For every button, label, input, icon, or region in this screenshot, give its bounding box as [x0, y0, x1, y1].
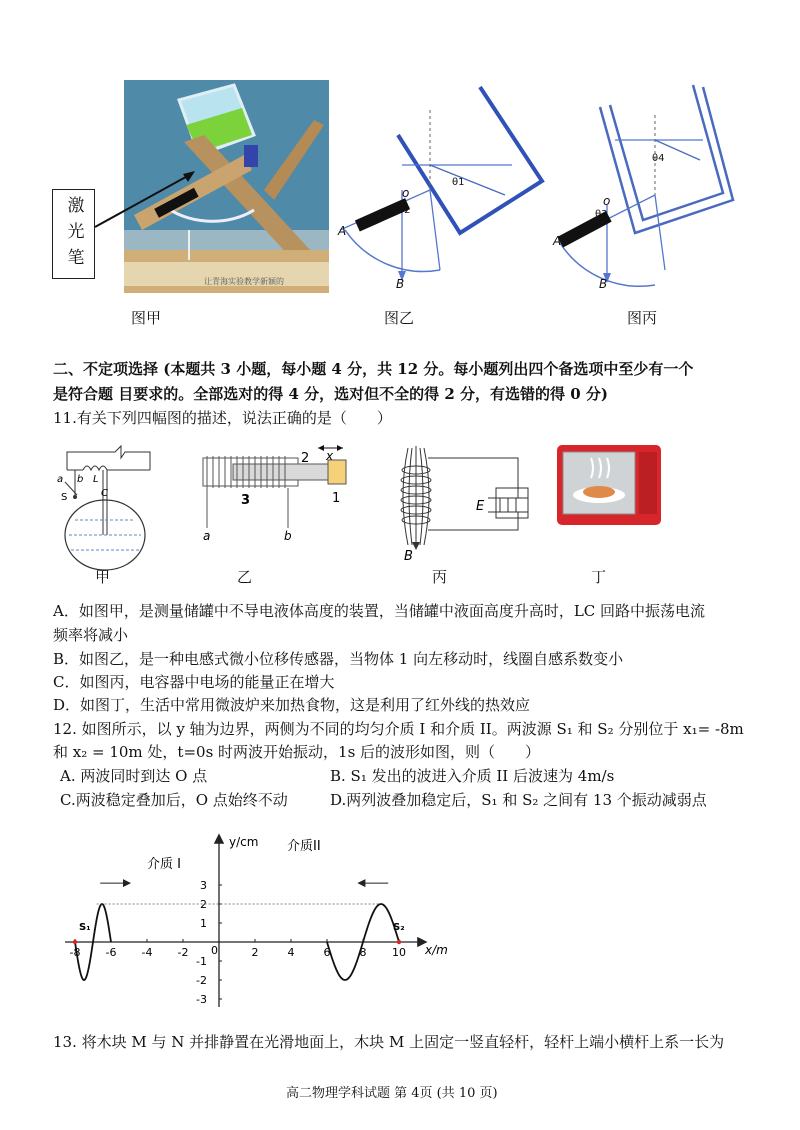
y-tick-label: -2 [196, 974, 207, 987]
q12-option-c: C.两波稳定叠加后，O 点始终不动 [60, 791, 288, 809]
yi-label-1: 1 [332, 491, 341, 506]
q11-option-c: C．如图丙，电容器中电场的能量正在增大 [53, 673, 335, 691]
fig-yi-caption: 图乙 [384, 309, 415, 327]
q11-fig-jia-caption: 甲 [95, 568, 111, 586]
bing-label-B: B [404, 549, 413, 564]
source-s1-dot [73, 940, 77, 944]
chart-source-s2: S₂ [393, 922, 405, 933]
refraction-diagram-c [555, 85, 785, 295]
q11-fig-bing-caption: 丙 [432, 568, 448, 586]
label-b-theta2: θ2 [398, 205, 411, 216]
label-c-theta3: θ3 [595, 209, 608, 220]
y-tick-label: 3 [200, 879, 207, 892]
label-c-A: A [553, 234, 562, 248]
label-b-theta1: θ1 [452, 177, 465, 188]
yi-label-2: 2 [301, 451, 310, 466]
photo-caption: 让青海实验教学新颖的 [204, 277, 284, 286]
laser-pointer-arrow [95, 165, 205, 235]
source-s2-dot [397, 940, 401, 944]
yi-label-x: x [326, 449, 334, 463]
x-tick-label: -2 [177, 946, 189, 959]
fig-jia-caption: 图甲 [131, 309, 162, 327]
q11-fig-yi-caption: 乙 [237, 568, 253, 586]
fig-bing-caption: 图丙 [627, 309, 658, 327]
q12-stem-line2: 和 x₂ = 10m 处，t=0s 时两波开始振动，1s 后的波形如图，则（ ） [53, 743, 541, 761]
chart-xlabel: x/m [425, 943, 448, 957]
q13-stem-line1: 13. 将木块 M 与 N 并排静置在光滑地面上，木块 M 上固定一竖直轻杆，轻杆上端小横杆上系一长为 [53, 1033, 725, 1051]
y-tick-label: 2 [200, 898, 207, 911]
q11-option-b: B．如图乙，是一种电感式微小位移传感器，当物体 1 向左移动时，线圈自感系数变小 [53, 650, 624, 668]
q12-stem-line1: 12. 如图所示，以 y 轴为边界，两侧为不同的均匀介质 I 和介质 II。两波源 S₁ 和 S₂ 分别位于 x₁= -8m [53, 720, 744, 738]
yi-label-b: b [284, 529, 292, 543]
jia-label-C: C [101, 488, 108, 499]
q11-fig-jia [55, 440, 165, 575]
jia-label-S: S [61, 492, 68, 503]
y-tick-label: -1 [196, 955, 207, 968]
laser-label: 激光笔 [63, 196, 84, 274]
label-b-O: o [402, 186, 410, 200]
y-tick-label: -3 [196, 993, 207, 1006]
label-b-B: B [396, 277, 405, 291]
x-tick-label: -8 [69, 946, 81, 959]
q11-option-a-line1: A．如图甲，是测量储罐中不导电液体高度的装置，当储罐中液面高度升高时，LC 回路中振荡电流 [53, 602, 706, 620]
q11-option-a-line2: 频率将减小 [53, 626, 129, 644]
bing-label-E: E [476, 499, 485, 514]
label-b-A: A [338, 224, 347, 238]
x-tick-label: 6 [323, 946, 331, 959]
x-tick-label: 10 [392, 946, 406, 959]
q11-fig-ding-microwave [555, 440, 665, 530]
chart-medium-0: 介质 I [147, 857, 181, 872]
q11-fig-yi [193, 440, 358, 545]
wave-chart [55, 830, 455, 1020]
x-tick-label: 8 [359, 946, 367, 959]
q12-option-b: B. S₁ 发出的波进入介质 II 后波速为 4m/s [330, 767, 615, 785]
q12-option-d: D.两列波叠加稳定后，S₁ 和 S₂ 之间有 13 个振动减弱点 [330, 791, 707, 809]
x-tick-label: -4 [141, 946, 153, 959]
jia-label-a: a [57, 474, 64, 485]
jia-label-b: b [77, 474, 84, 485]
label-c-B: B [599, 277, 608, 291]
section2-heading-line1: 二、不定项选择 (本题共 3 小题，每小题 4 分，共 12 分。每小题列出四个备选项中至少有一个 [53, 360, 694, 378]
x-tick-label: 4 [287, 946, 295, 959]
label-c-O: o [603, 194, 611, 208]
jia-label-L: L [93, 474, 99, 485]
y-tick-label: 1 [200, 917, 207, 930]
yi-label-3: 3 [241, 493, 251, 508]
chart-ylabel: y/cm [229, 835, 259, 849]
q11-fig-ding-caption: 丁 [591, 568, 607, 586]
q11-option-d: D．如图丁，生活中常用微波炉来加热食物，这是利用了红外线的热效应 [53, 696, 531, 714]
x-tick-label: 2 [251, 946, 259, 959]
x-tick-label: -6 [105, 946, 117, 959]
section2-heading-line2: 是符合题 目要求的。全部选对的得 4 分，选对但不全的得 2 分，有选错的得 0 分) [53, 385, 608, 403]
refraction-diagram-b [330, 85, 550, 295]
chart-origin-label: 0 [211, 944, 218, 957]
laser-label-box [52, 189, 95, 279]
q11-fig-bing [388, 440, 533, 564]
q12-option-a: A. 两波同时到达 O 点 [60, 767, 208, 785]
page-footer: 高二物理学科试题 第 4页 (共 10 页) [286, 1086, 498, 1101]
q11-stem: 11.有关下列四幅图的描述，说法正确的是（ ） [53, 409, 392, 427]
chart-medium-1: 介质II [287, 839, 321, 854]
label-c-theta4: θ4 [652, 153, 665, 164]
chart-source-s1: S₁ [79, 922, 91, 933]
yi-label-a: a [203, 529, 211, 543]
